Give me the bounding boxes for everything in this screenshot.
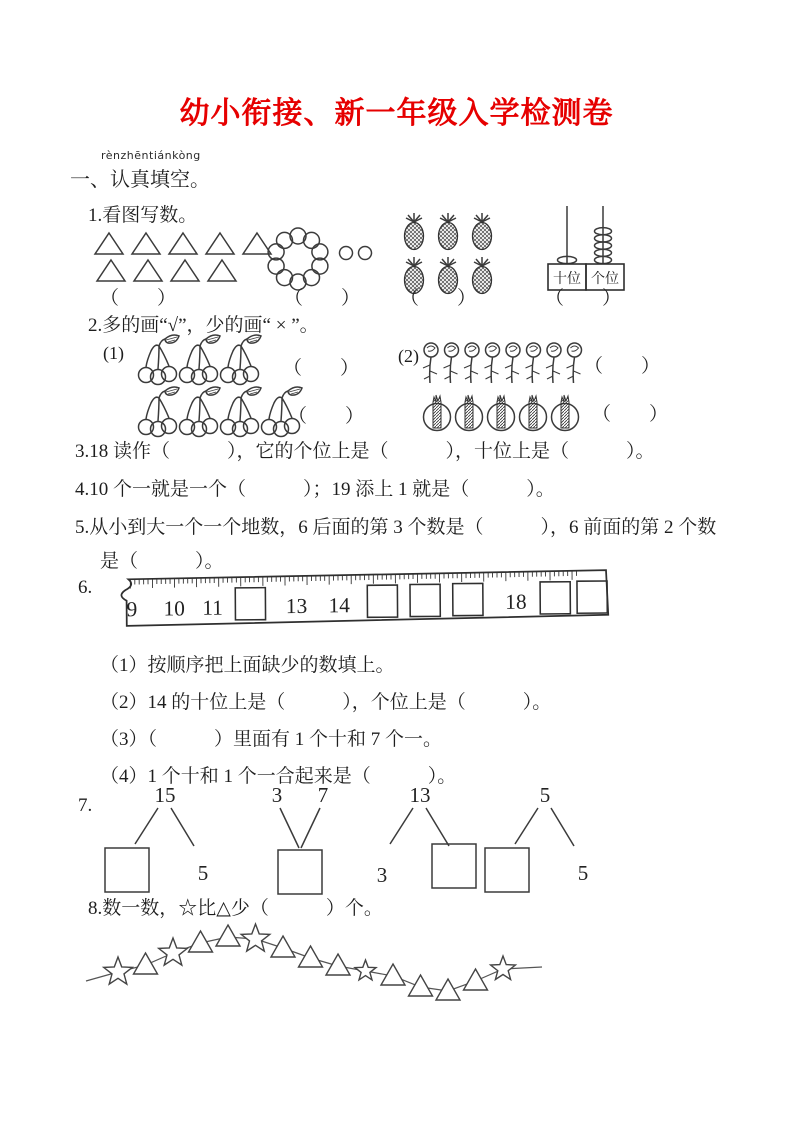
q1-triangles-figure bbox=[92, 228, 282, 286]
q1-answer-blank-1: （ ） bbox=[100, 288, 177, 309]
svg-text:十位: 十位 bbox=[553, 272, 581, 287]
svg-text:5: 5 bbox=[577, 861, 589, 885]
q6-sub-2: （2）14 的十位上是（ ），个位上是（ ）。 bbox=[100, 692, 552, 713]
q7-label: 7. bbox=[78, 795, 93, 816]
q6-ruler-figure bbox=[113, 562, 613, 638]
q1-circles-figure bbox=[258, 228, 376, 290]
pinyin-annotation: rènzhēntiánkòng bbox=[101, 149, 201, 162]
svg-text:13: 13 bbox=[409, 783, 431, 807]
q8-text: 8.数一数，☆比△少（ ）个。 bbox=[88, 898, 383, 919]
svg-text:14: 14 bbox=[328, 593, 350, 618]
svg-text:15: 15 bbox=[154, 783, 176, 807]
q2-part2-row2-blank: （ ） bbox=[592, 404, 669, 425]
svg-text:18: 18 bbox=[505, 589, 527, 614]
q1-abacus-figure bbox=[543, 206, 653, 294]
q2-text: 2.多的画“√”，少的画“ × ”。 bbox=[88, 315, 319, 336]
q2-flowers-figure bbox=[421, 341, 589, 393]
section-heading: 一、认真填空。 bbox=[70, 169, 210, 191]
page-title: 幼小衔接、新一年级入学检测卷 bbox=[179, 97, 614, 130]
q1-answer-blank-2: （ ） bbox=[284, 288, 361, 309]
svg-text:10: 10 bbox=[163, 596, 185, 621]
svg-text:7: 7 bbox=[317, 783, 329, 807]
q2-part1-label: (1) bbox=[103, 343, 124, 363]
svg-text:5: 5 bbox=[539, 783, 551, 807]
svg-text:9: 9 bbox=[126, 597, 138, 622]
q6-sub-4: （4）1 个十和 1 个一合起来是（ ）。 bbox=[100, 766, 457, 787]
q2-part1-row1-blank: （ ） bbox=[283, 358, 360, 379]
q7-bonds-figure bbox=[70, 782, 610, 902]
q2-cherries-row1-figure bbox=[138, 336, 270, 394]
q1-answer-blank-4: （ ） bbox=[545, 288, 622, 309]
q5-text-line1: 5.从小到大一个一个地数，6 后面的第 3 个数是（ ），6 前面的第 2 个数 bbox=[75, 517, 717, 538]
svg-text:13: 13 bbox=[285, 593, 308, 619]
q2-part1-row2-blank: （ ） bbox=[288, 406, 365, 427]
q2-radishes-figure bbox=[421, 390, 583, 436]
svg-text:5: 5 bbox=[197, 861, 209, 885]
q3-text: 3.18 读作（ ），它的个位上是（ ），十位上是（ ）。 bbox=[75, 441, 655, 462]
q1-text: 1.看图写数。 bbox=[88, 205, 198, 226]
q6-label: 6. bbox=[78, 577, 93, 598]
q5-text-line2: 是（ ）。 bbox=[100, 551, 224, 572]
svg-text:个位: 个位 bbox=[591, 272, 619, 287]
q1-answer-blank-3: （ ） bbox=[400, 288, 477, 309]
svg-text:3: 3 bbox=[376, 863, 388, 887]
q6-sub-3: （3）（ ）里面有 1 个十和 7 个一。 bbox=[100, 729, 443, 750]
q6-sub-1: （1）按顺序把上面缺少的数填上。 bbox=[100, 655, 395, 676]
q2-part2-label: (2) bbox=[398, 346, 419, 366]
svg-text:3: 3 bbox=[271, 783, 283, 807]
q2-part2-row1-blank: （ ） bbox=[584, 356, 661, 377]
q8-wave-figure bbox=[80, 915, 570, 1007]
q4-text: 4.10 个一就是一个（ ）；19 添上 1 就是（ ）。 bbox=[75, 479, 555, 500]
svg-text:11: 11 bbox=[202, 595, 224, 620]
